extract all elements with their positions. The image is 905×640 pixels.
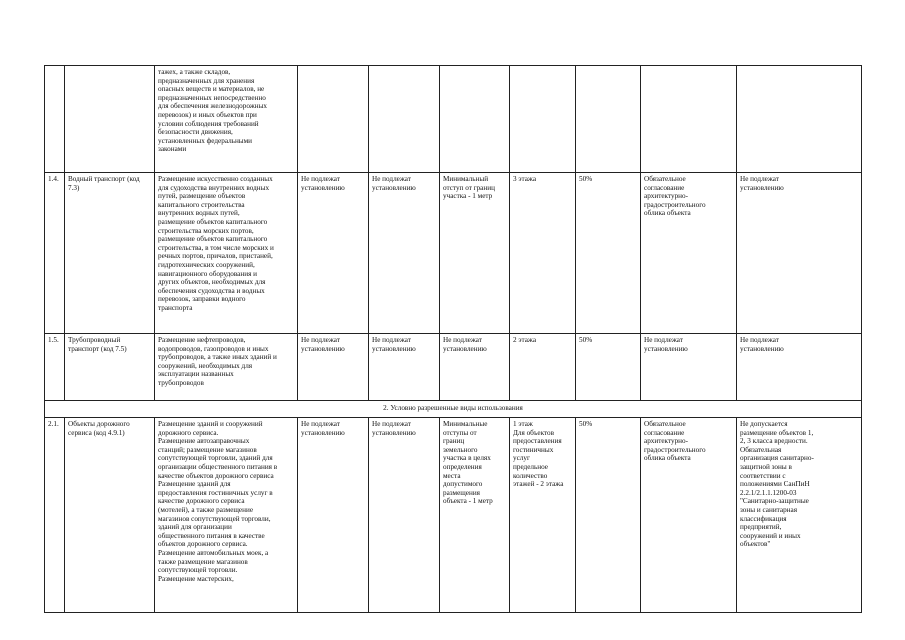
use-type-description: Размещение нефтепроводов, водопроводов, газопроводов и иных трубопроводов, а также иных зданий и сооружений, необходимых для эксплуатации названных трубопроводов — [155, 334, 298, 401]
max-coverage-percent — [576, 66, 641, 173]
use-type-name: Трубопроводный транспорт (код 7.5) — [65, 334, 155, 401]
plot-size-limits: Не подлежат установлению — [298, 418, 369, 613]
max-floors: 1 этаж Для объектов предоставления гостиничных услуг предельное количество этажей - 2 этажа — [510, 418, 576, 613]
other-parameters: Не подлежат установлению — [641, 334, 737, 401]
section-header-row — [45, 401, 862, 418]
row-number: 1.5. — [45, 334, 65, 401]
plot-area-limits: Не подлежат установлению — [369, 173, 440, 334]
use-type-name: Водный транспорт (код 7.3) — [65, 173, 155, 334]
max-coverage-percent: 50% — [576, 173, 641, 334]
other-parameters: Обязательное согласование архитектурно- градостроительного облика объекта — [641, 418, 737, 613]
max-coverage-percent: 50% — [576, 418, 641, 613]
row-number — [45, 66, 65, 173]
setback-limits: Минимальные отступы от границ земельного участка в целях определения места допустимого размещения объекта - 1 метр — [440, 418, 510, 613]
max-floors — [510, 66, 576, 173]
land-use-regulations-table — [44, 65, 862, 613]
use-type-name: Объекты дорожного сервиса (код 4.9.1) — [65, 418, 155, 613]
plot-size-limits: Не подлежат установлению — [298, 334, 369, 401]
table-row — [45, 334, 862, 401]
plot-area-limits: Не подлежат установлению — [369, 334, 440, 401]
use-type-name — [65, 66, 155, 173]
section-title: 2. Условно разрешенные виды использования — [45, 401, 862, 418]
use-type-description: Размещение зданий и сооружений дорожного сервиса. Размещение автозаправочных станций; размещение магазинов сопутствующей торговли, зданий для организации общественного питания в качестве объектов дорожного сервиса Размещение зданий для предоставления гостиничных услуг в качестве дорожного сервиса (мотелей), а также размещение магазинов сопутствующей торговли, зданий для организации общественного питания в качестве объектов дорожного сервиса. Размещение автомобильных моек, а также размещение магазинов сопутствующей торговли. Размещение мастерских, — [155, 418, 298, 613]
table-row — [45, 418, 862, 613]
usage-restrictions: Не подлежат установлению — [737, 334, 862, 401]
use-type-description: тажех, а также складов, предназначенных для хранения опасных веществ и материалов, не предназначенных непосредственно для обеспечения железнодорожных перевозок) и иных объектов при условии соблюдения требований безопасности движения, установленных федеральными законами — [155, 66, 298, 173]
row-number: 2.1. — [45, 418, 65, 613]
other-parameters — [641, 66, 737, 173]
usage-restrictions: Не допускается размещение объектов 1, 2, 3 класса вредности. Обязательная организация санитарно- защитной зоны в соответствии с положениями СанПиН 2.2.1/2.1.1.1200-03 "Санитарно-защитные зоны и санитарная классификация предприятий, сооружений и иных объектов" — [737, 418, 862, 613]
max-floors: 3 этажа — [510, 173, 576, 334]
plot-size-limits: Не подлежат установлению — [298, 173, 369, 334]
plot-area-limits — [369, 66, 440, 173]
setback-limits: Не подлежат установлению — [440, 334, 510, 401]
plot-area-limits: Не подлежат установлению — [369, 418, 440, 613]
plot-size-limits — [298, 66, 369, 173]
setback-limits: Минимальный отступ от границ участка - 1 метр — [440, 173, 510, 334]
usage-restrictions: Не подлежат установлению — [737, 173, 862, 334]
usage-restrictions — [737, 66, 862, 173]
max-coverage-percent: 50% — [576, 334, 641, 401]
row-number: 1.4. — [45, 173, 65, 334]
table-row — [45, 173, 862, 334]
max-floors: 2 этажа — [510, 334, 576, 401]
use-type-description: Размещение искусственно созданных для судоходства внутренних водных путей, размещение объектов капитального строительства внутренних водных путей, размещение объектов капитального строительства морских портов, размещение объектов капитального строительства, в том числе морских и речных портов, причалов, пристаней, гидротехнических сооружений, навигационного оборудования и других объектов, необходимых для обеспечения судоходства и водных перевозок, заправки водного транспорта — [155, 173, 298, 334]
setback-limits — [440, 66, 510, 173]
other-parameters: Обязательное согласование архитектурно- градостроительного облика объекта — [641, 173, 737, 334]
table-row — [45, 66, 862, 173]
